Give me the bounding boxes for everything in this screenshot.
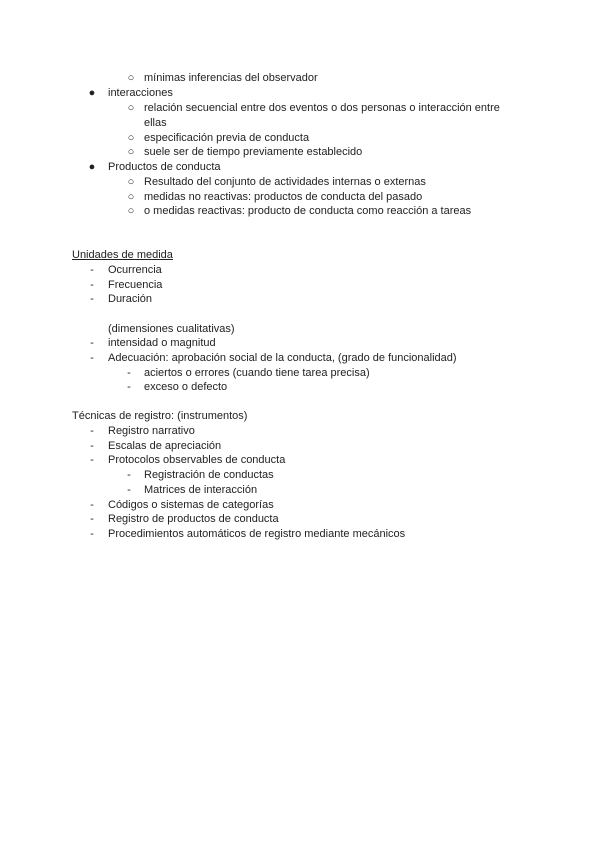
section-heading: Técnicas de registro: (instrumentos) [72, 410, 248, 422]
dash-bullet-icon: - [90, 264, 94, 276]
dash-bullet-icon: - [90, 499, 94, 511]
list-item: Adecuación: aprobación social de la conducta, (grado de funcionalidad) [108, 352, 457, 364]
dash-bullet-icon: - [90, 454, 94, 466]
list-item: o medidas reactivas: producto de conducta como reacción a tareas [144, 205, 472, 217]
circle-bullet-icon: ○ [127, 146, 135, 158]
list-item: Matrices de interacción [144, 484, 258, 496]
list-item: aciertos o errores (cuando tiene tarea precisa) [144, 367, 370, 379]
list-item: suele ser de tiempo previamente establecido [144, 146, 363, 158]
circle-bullet-icon: ○ [127, 72, 135, 84]
circle-bullet-icon: ○ [127, 176, 135, 188]
list-item: intensidad o magnitud [108, 337, 216, 349]
list-item: exceso o defecto [144, 381, 228, 393]
list-item: especificación previa de conducta [144, 132, 310, 144]
list-item: Protocolos observables de conducta [108, 454, 286, 466]
dash-bullet-icon: - [127, 381, 131, 393]
list-item: mínimas inferencias del observador [144, 72, 318, 84]
dash-bullet-icon: - [90, 337, 94, 349]
dash-bullet-icon: - [90, 425, 94, 437]
list-item: interacciones [108, 87, 173, 99]
dash-bullet-icon: - [127, 484, 131, 496]
circle-bullet-icon: ○ [127, 102, 135, 114]
dash-bullet-icon: - [90, 352, 94, 364]
list-item: Frecuencia [108, 279, 163, 291]
list-item: Registro de productos de conducta [108, 513, 279, 525]
filled-bullet-icon: ● [88, 87, 96, 99]
dash-bullet-icon: - [90, 293, 94, 305]
list-item: Procedimientos automáticos de registro mediante mecánicos [108, 528, 406, 540]
dash-bullet-icon: - [90, 279, 94, 291]
list-item: relación secuencial entre dos eventos o dos personas o interacción entre [144, 102, 500, 114]
list-item: Duración [108, 293, 153, 305]
list-item: medidas no reactivas: productos de conducta del pasado [144, 191, 423, 203]
dash-bullet-icon: - [127, 367, 131, 379]
dash-bullet-icon: - [90, 440, 94, 452]
list-item: Resultado del conjunto de actividades internas o externas [144, 176, 426, 188]
list-item: Registro narrativo [108, 425, 195, 437]
circle-bullet-icon: ○ [127, 132, 135, 144]
list-item-continuation: ellas [144, 117, 167, 129]
dash-bullet-icon: - [90, 528, 94, 540]
list-note: (dimensiones cualitativas) [108, 323, 235, 335]
circle-bullet-icon: ○ [127, 205, 135, 217]
filled-bullet-icon: ● [88, 161, 96, 173]
list-item: Escalas de apreciación [108, 440, 222, 452]
list-item: Registración de conductas [144, 469, 274, 481]
list-item: Productos de conducta [108, 161, 221, 173]
section-heading: Unidades de medida [72, 249, 173, 261]
dash-bullet-icon: - [127, 469, 131, 481]
dash-bullet-icon: - [90, 513, 94, 525]
list-item: Códigos o sistemas de categorías [108, 499, 274, 511]
circle-bullet-icon: ○ [127, 191, 135, 203]
list-item: Ocurrencia [108, 264, 162, 276]
